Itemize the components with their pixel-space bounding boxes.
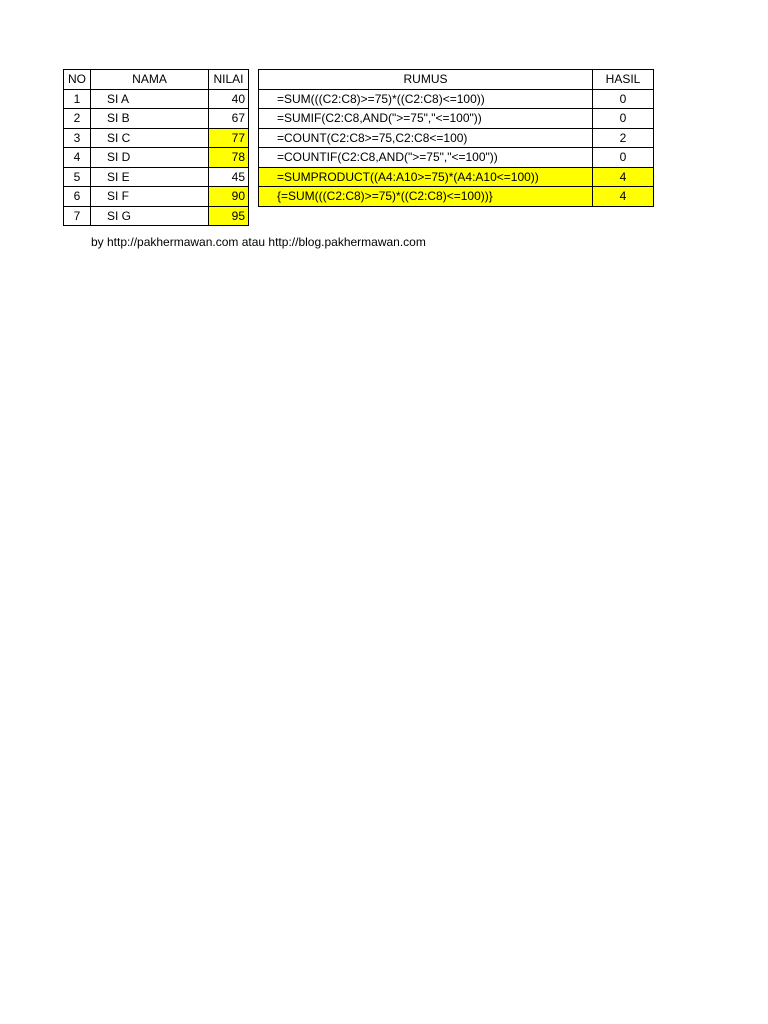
table-row [64, 89, 249, 109]
name-cell[interactable]: SI E [91, 167, 209, 187]
table-row [259, 187, 654, 207]
header-hasil: HASIL [593, 70, 654, 90]
score-cell[interactable]: 95 [209, 206, 249, 226]
score-cell[interactable]: 40 [209, 89, 249, 109]
student-scores-table [63, 69, 249, 226]
score-cell[interactable]: 90 [209, 187, 249, 207]
formula-cell[interactable]: =SUMPRODUCT((A4:A10>=75)*(A4:A10<=100)) [259, 167, 593, 187]
table-row [64, 167, 249, 187]
no-cell[interactable]: 7 [64, 206, 91, 226]
result-cell[interactable]: 4 [593, 167, 654, 187]
formula-cell[interactable]: {=SUM(((C2:C8)>=75)*((C2:C8)<=100))} [259, 187, 593, 207]
header-row [259, 70, 654, 90]
formula-results-table [258, 69, 654, 207]
header-no: NO [64, 70, 91, 90]
result-cell[interactable]: 0 [593, 89, 654, 109]
name-cell[interactable]: SI A [91, 89, 209, 109]
table-row [64, 148, 249, 168]
result-cell[interactable]: 2 [593, 128, 654, 148]
no-cell[interactable]: 5 [64, 167, 91, 187]
table-row [259, 128, 654, 148]
no-cell[interactable]: 6 [64, 187, 91, 207]
table-row [259, 109, 654, 129]
formula-cell[interactable]: =COUNTIF(C2:C8,AND(">=75","<=100")) [259, 148, 593, 168]
name-cell[interactable]: SI G [91, 206, 209, 226]
credit-text: by http://pakhermawan.com atau http://blog.pakhermawan.com [91, 235, 426, 249]
table-row [64, 187, 249, 207]
table-row [259, 167, 654, 187]
table-row [259, 89, 654, 109]
header-rumus: RUMUS [259, 70, 593, 90]
formula-cell[interactable]: =COUNT(C2:C8>=75,C2:C8<=100) [259, 128, 593, 148]
name-cell[interactable]: SI B [91, 109, 209, 129]
no-cell[interactable]: 1 [64, 89, 91, 109]
header-nilai: NILAI [209, 70, 249, 90]
name-cell[interactable]: SI F [91, 187, 209, 207]
no-cell[interactable]: 3 [64, 128, 91, 148]
score-cell[interactable]: 45 [209, 167, 249, 187]
result-cell[interactable]: 0 [593, 109, 654, 129]
table-row [64, 109, 249, 129]
table-row [64, 128, 249, 148]
score-cell[interactable]: 78 [209, 148, 249, 168]
header-nama: NAMA [91, 70, 209, 90]
formula-cell[interactable]: =SUMIF(C2:C8,AND(">=75","<=100")) [259, 109, 593, 129]
score-cell[interactable]: 67 [209, 109, 249, 129]
no-cell[interactable]: 2 [64, 109, 91, 129]
formula-cell[interactable]: =SUM(((C2:C8)>=75)*((C2:C8)<=100)) [259, 89, 593, 109]
name-cell[interactable]: SI C [91, 128, 209, 148]
no-cell[interactable]: 4 [64, 148, 91, 168]
header-row [64, 70, 249, 90]
result-cell[interactable]: 4 [593, 187, 654, 207]
result-cell[interactable]: 0 [593, 148, 654, 168]
score-cell[interactable]: 77 [209, 128, 249, 148]
table-row [259, 148, 654, 168]
name-cell[interactable]: SI D [91, 148, 209, 168]
table-row [64, 206, 249, 226]
